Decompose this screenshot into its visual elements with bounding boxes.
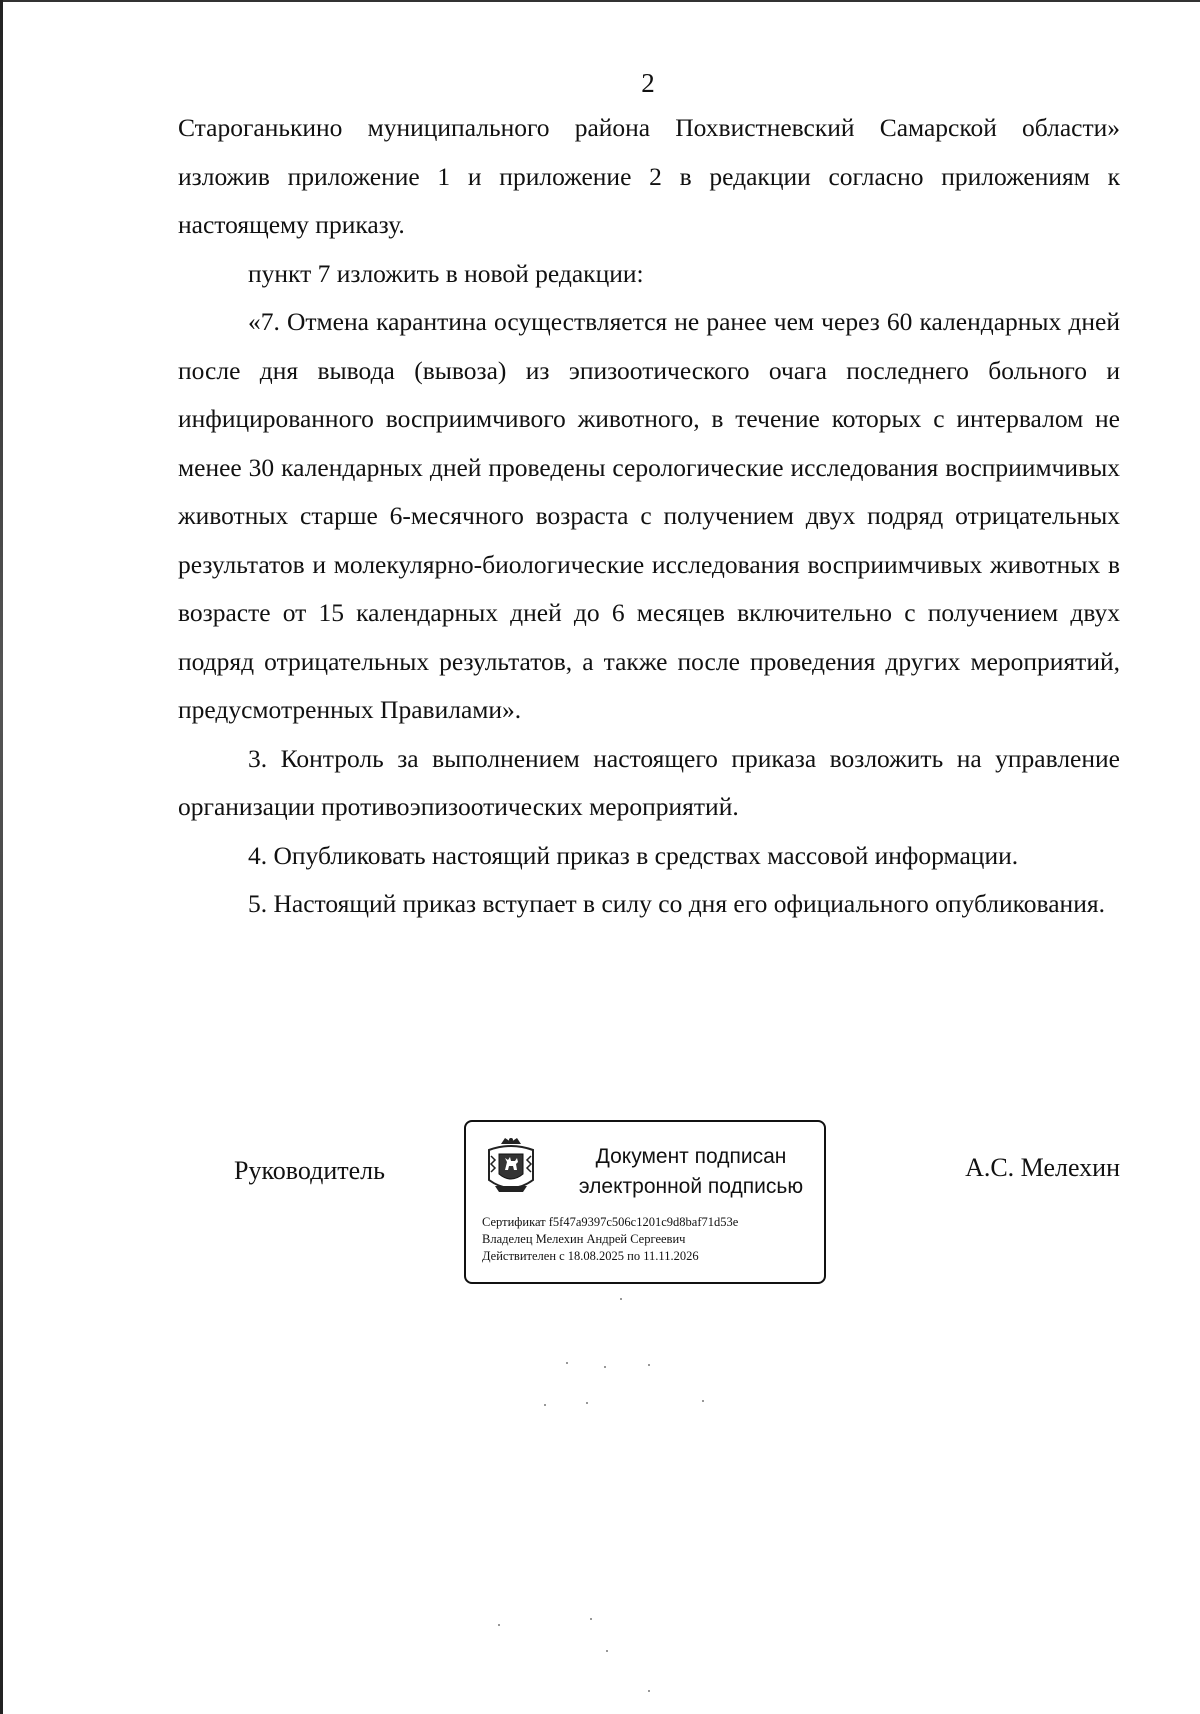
scan-border-left: [0, 0, 3, 1714]
paragraph-item-4: 4. Опубликовать настоящий приказ в средствах массовой информации.: [248, 840, 1019, 870]
scan-speck: [498, 1624, 500, 1626]
stamp-title: [566, 1142, 816, 1202]
paragraph-item-3: 3. Контроль за выполнением настоящего приказа возложить на управление организации противоэпизоотических мероприятий.: [178, 743, 1120, 821]
scan-speck: [620, 1298, 622, 1300]
paragraph-point-7-intro: пункт 7 изложить в новой редакции:: [248, 258, 644, 288]
page-number: 2: [641, 68, 655, 98]
stamp-details: [482, 1214, 738, 1265]
stamp-certificate: Сертификат f5f47a9397c506c1201c9d8baf71d53e: [482, 1215, 739, 1229]
stamp-title-line-2: электронной подписью: [578, 1175, 804, 1198]
electronic-signature-stamp: [464, 1120, 826, 1284]
document-body: [178, 104, 1120, 929]
coat-of-arms-icon: [483, 1136, 539, 1198]
scan-speck: [604, 1366, 606, 1368]
stamp-validity: Действителен с 18.08.2025 по 11.11.2026: [482, 1249, 699, 1263]
paragraph-continuation: Староганькино муниципального района Похвистневский Самарской области» изложив приложение 1 и приложение 2 в редакции согласно приложениям к настоящему приказу.: [178, 113, 1120, 239]
scan-speck: [648, 1690, 650, 1692]
scan-border-top: [0, 0, 1200, 2]
scan-speck: [702, 1400, 704, 1402]
scan-speck: [606, 1650, 608, 1652]
scan-speck: [586, 1402, 588, 1404]
scan-speck: [566, 1362, 568, 1364]
paragraph-item-5: 5. Настоящий приказ вступает в силу со дня его официального опубликования.: [248, 889, 1105, 918]
paragraph-point-7-text: «7. Отмена карантина осуществляется не ранее чем через 60 календарных дней после дня вывода (вывоза) из эпизоотического очага последнего больного и инфицированного восприимчивого животного, в течение которых с интервалом не менее 30 календарных дней проведены серологические исследования восприимчивых животных старше 6-месячного возраста с получением двух подряд отрицательных результатов и молекулярно-биологические исследования восприимчивых животных в возрасте от 15 календарных дней до 6 месяцев включительно с получением двух подряд отрицательных результатов, а также после проведения других мероприятий, предусмотренных Правилами».: [178, 307, 1120, 724]
scan-speck: [648, 1364, 650, 1366]
signatory-name: А.С. Мелехин: [965, 1153, 1120, 1182]
stamp-title-line-1: Документ подписан: [595, 1145, 787, 1168]
scan-speck: [544, 1404, 546, 1406]
scan-speck: [590, 1618, 592, 1620]
signature-block: [0, 1118, 1200, 1288]
signatory-role: Руководитель: [234, 1156, 385, 1185]
stamp-owner: Владелец Мелехин Андрей Сергеевич: [482, 1232, 686, 1246]
